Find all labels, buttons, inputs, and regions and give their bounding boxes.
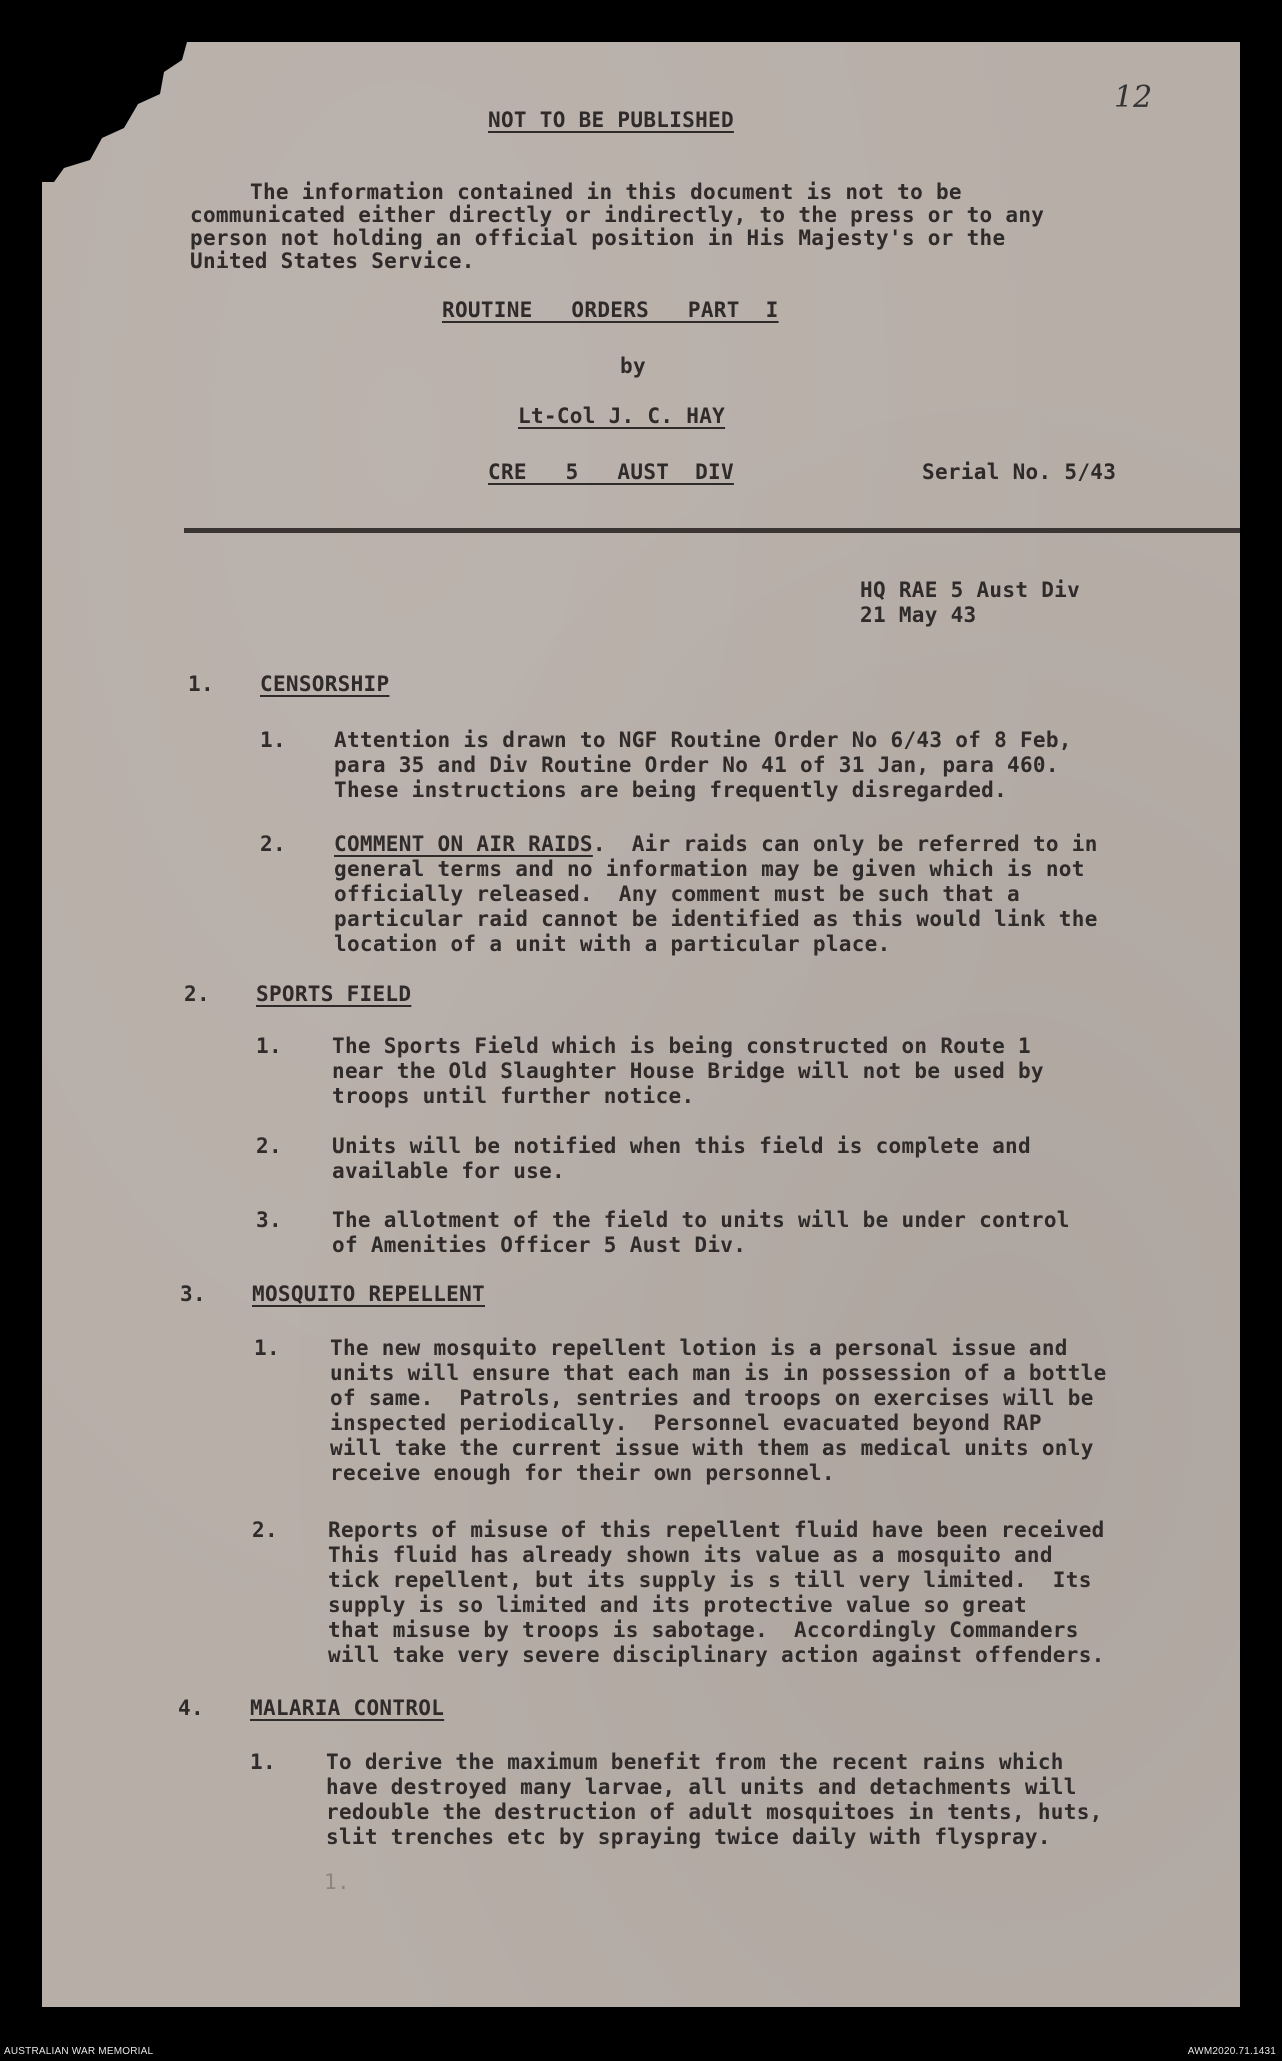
item-line: officially released. Any comment must be such that a — [334, 882, 1020, 906]
torn-corner — [42, 42, 212, 182]
section-heading-sports-field: SPORTS FIELD — [256, 982, 412, 1006]
section-heading-malaria-control: MALARIA CONTROL — [250, 1696, 445, 1720]
item-line: troops until further notice. — [332, 1084, 695, 1108]
restriction-line-2: communicated either directly or indirectly, to the press or to any — [190, 203, 1045, 227]
item-number: 2. — [256, 1134, 282, 1158]
item-line: inspected periodically. Personnel evacuated beyond RAP — [330, 1411, 1042, 1435]
item-line: of Amenities Officer 5 Aust Div. — [332, 1233, 747, 1257]
item-line: Reports of misuse of this repellent fluid have been received — [328, 1518, 1105, 1542]
item-number: 1. — [256, 1034, 282, 1058]
document-title: ROUTINE ORDERS PART I — [442, 298, 779, 322]
item-line: The Sports Field which is being constructed on Route 1 — [332, 1034, 1031, 1058]
restriction-heading: NOT TO BE PUBLISHED — [488, 108, 734, 132]
hq-line-1: HQ RAE 5 Aust Div — [860, 578, 1081, 602]
subheading-air-raids: COMMENT ON AIR RAIDS — [334, 832, 593, 856]
item-line: near the Old Slaughter House Bridge will not be used by — [332, 1059, 1044, 1083]
item-line: of same. Patrols, sentries and troops on exercises will be — [330, 1386, 1094, 1410]
divider-rule — [184, 528, 1240, 533]
item-line: have destroyed many larvae, all units and detachments will — [326, 1775, 1077, 1799]
item-line: slit trenches etc by spraying twice daily with flyspray. — [326, 1825, 1051, 1849]
item-line: will take the current issue with them as medical units only — [330, 1436, 1094, 1460]
item-line: To derive the maximum benefit from the recent rains which — [326, 1750, 1064, 1774]
page-number: 12 — [1114, 80, 1153, 115]
item-number: 1. — [260, 728, 286, 752]
item-number: 2. — [260, 832, 286, 856]
restriction-line-4: United States Service. — [190, 249, 475, 273]
section-number: 3. — [180, 1282, 206, 1306]
document-page — [42, 42, 1240, 2007]
item-line: The new mosquito repellent lotion is a personal issue and — [330, 1336, 1068, 1360]
item-number: 2. — [252, 1518, 278, 1542]
item-line: The allotment of the field to units will be under control — [332, 1208, 1070, 1232]
footer-accession-number: AWM2020.71.1431 — [1187, 2046, 1276, 2057]
restriction-line-1: The information contained in this document is not to be — [250, 180, 962, 204]
item-line: general terms and no information may be given which is not — [334, 857, 1085, 881]
by-line: by — [620, 354, 646, 378]
show-through-mark: 1. — [324, 1870, 350, 1894]
item-line: Units will be notified when this field is complete and — [332, 1134, 1031, 1158]
officer-name: Lt-Col J. C. HAY — [518, 404, 726, 428]
item-line: supply is so limited and its protective value so great — [328, 1593, 1027, 1617]
item-line: that misuse by troops is sabotage. Accordingly Commanders — [328, 1618, 1079, 1642]
unit-name: CRE 5 AUST DIV — [488, 460, 734, 484]
footer-archive-label: AUSTRALIAN WAR MEMORIAL — [4, 2046, 154, 2057]
hq-line-2: 21 May 43 — [860, 603, 977, 627]
item-line: location of a unit with a particular place. — [334, 932, 891, 956]
item-line: para 35 and Div Routine Order No 41 of 31 Jan, para 460. — [334, 753, 1059, 777]
section-number: 4. — [178, 1696, 204, 1720]
item-line: particular raid cannot be identified as this would link the — [334, 907, 1098, 931]
item-number: 1. — [250, 1750, 276, 1774]
restriction-line-3: person not holding an official position in His Majesty's or the — [190, 226, 1006, 250]
item-number: 3. — [256, 1208, 282, 1232]
section-heading-censorship: CENSORSHIP — [260, 672, 390, 696]
item-first-line — [334, 832, 1098, 857]
item-line-rest: . Air raids can only be referred to in — [592, 832, 1098, 856]
section-number: 2. — [184, 982, 210, 1006]
section-number: 1. — [188, 672, 214, 696]
item-line: This fluid has already shown its value as a mosquito and — [328, 1543, 1053, 1567]
section-heading-mosquito-repellent: MOSQUITO REPELLENT — [252, 1282, 485, 1306]
item-line: tick repellent, but its supply is s till very limited. Its — [328, 1568, 1092, 1592]
item-line: These instructions are being frequently disregarded. — [334, 778, 1008, 802]
item-line: redouble the destruction of adult mosquitoes in tents, huts, — [326, 1800, 1103, 1824]
item-line: available for use. — [332, 1159, 565, 1183]
item-line: will take very severe disciplinary action against offenders. — [328, 1643, 1105, 1667]
item-line: Attention is drawn to NGF Routine Order No 6/43 of 8 Feb, — [334, 728, 1072, 752]
item-line: receive enough for their own personnel. — [330, 1461, 835, 1485]
serial-number: Serial No. 5/43 — [922, 460, 1117, 484]
item-line: units will ensure that each man is in possession of a bottle — [330, 1361, 1107, 1385]
item-number: 1. — [254, 1336, 280, 1360]
